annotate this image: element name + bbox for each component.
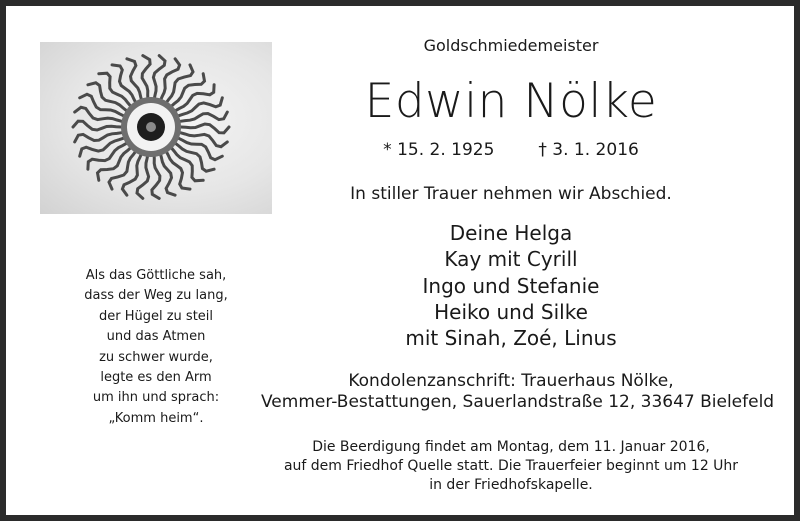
family-list — [261, 220, 761, 351]
funeral-line: auf dem Friedhof Quelle statt. Die Trauerfeier beginnt um 12 Uhr — [283, 458, 739, 474]
family-member: Kay mit Cyrill — [444, 247, 578, 272]
sunburst-image-graphic — [40, 42, 272, 214]
sunburst-sculpture-image — [40, 42, 272, 214]
poem-line: zu schwer wurde, — [99, 349, 213, 365]
birth-date: * 15. 2. 1925 — [383, 140, 495, 160]
sun-ray — [127, 59, 142, 101]
poem-line: dass der Weg zu lang, — [84, 288, 228, 304]
sun-ray — [152, 154, 160, 198]
profession: Goldschmiedemeister — [423, 36, 599, 55]
family-member: Deine Helga — [449, 221, 573, 245]
poem-line: legte es den Arm — [100, 370, 212, 386]
sun-ray — [73, 121, 121, 130]
condolence-address — [261, 371, 775, 413]
funeral-line: Die Beerdigung findet am Montag, dem 11. Januar 2016, — [312, 439, 710, 455]
family-member: Heiko und Silke — [434, 299, 588, 324]
address-line: Vemmer-Bestattungen, Sauerlandstraße 12, 33647 Bielefeld — [261, 392, 775, 412]
sun-ray — [142, 56, 150, 100]
funeral-line: in der Friedhofskapelle. — [429, 477, 593, 493]
sun-ray — [181, 124, 229, 133]
mourning-statement: In stiller Trauer nehmen wir Abschied. — [350, 184, 672, 204]
poem-line: der Hügel zu steil — [98, 308, 214, 324]
funeral-info — [261, 438, 761, 495]
poem-line: und das Atmen — [106, 329, 206, 345]
poem-line: „Komm heim“. — [108, 410, 204, 426]
poem-line: um ihn und sprach: — [92, 390, 220, 406]
sun-ray — [160, 153, 175, 195]
life-dates — [261, 140, 761, 160]
poem-line: Als das Göttliche sah, — [85, 268, 227, 283]
sun-center-dot — [146, 122, 156, 132]
family-member: Ingo und Stefanie — [422, 273, 600, 298]
deceased-name: Edwin Nölke — [364, 74, 658, 129]
death-date: † 3. 1. 2016 — [538, 140, 639, 160]
family-member: mit Sinah, Zoé, Linus — [405, 326, 617, 351]
address-line: Kondolenzanschrift: Trauerhaus Nölke, — [348, 371, 674, 391]
poem — [66, 266, 246, 429]
